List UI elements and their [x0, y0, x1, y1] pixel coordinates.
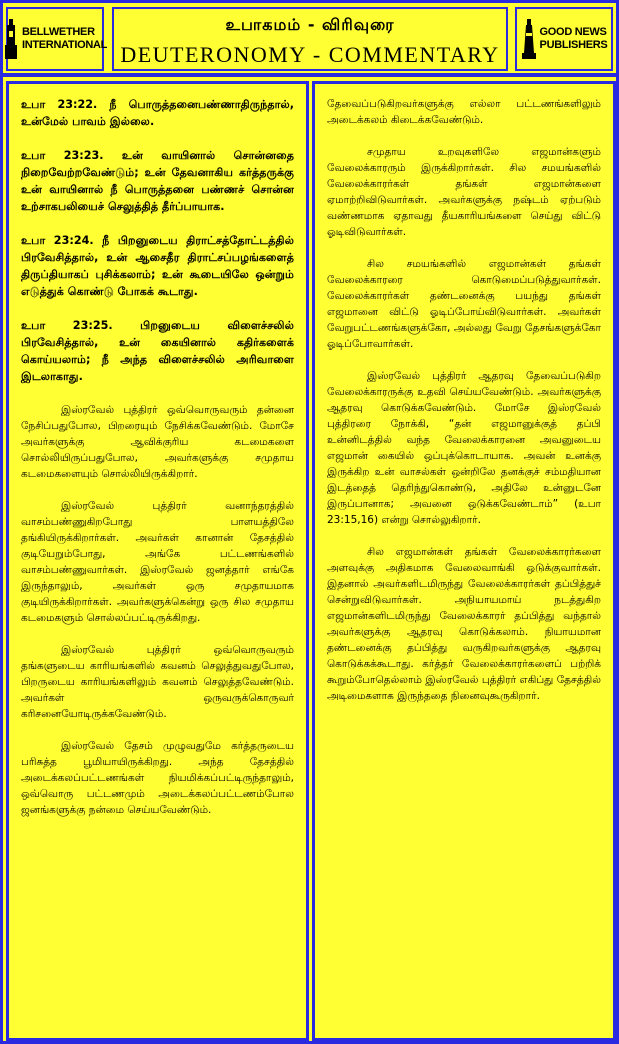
logo-right-line-1: GOOD NEWS [539, 26, 607, 38]
verse-23-25: உபா 23:25. பிறனுடைய விளைச்சலில் பிரவேசித்தால், உன் கையினால் கதிர்களைக் கொய்யலாம்; நீ அந்த விளைச்சலில் அரிவாளை இடலாகாது. [21, 319, 294, 383]
commentary-paragraph: இஸ்ரவேல் புத்திரர் ஒவ்வொருவரும் தங்களுடைய காரியங்களில் கவனம் செலுத்துவதுபோல, பிறருடைய காரியங்களிலும் கவனம் செலுத்தவேண்டும். அவர்கள் ஒருவருக்கொருவர் கரிசனையோடிருக்கவேண்டும். [21, 644, 294, 720]
right-column [312, 81, 616, 1041]
title-english: DEUTERONOMY - COMMENTARY [120, 42, 500, 67]
logo-right-line-2: PUBLISHERS [539, 39, 608, 51]
bellwether-logo [6, 7, 108, 71]
commentary-paragraph: சில சமயங்களில் எஜமான்கள் தங்கள் வேலைக்காரரை கொடுமைப்படுத்துவார்கள். வேலைக்காரர்கள் தண்டனைக்கு பயந்து தங்கள் எஜமானை விட்டு ஓடிப்போய்விடுவார்கள். அவர்கள் வேறுபட்டணங்களுக்கோ, அல்லது வேறு தேசங்களுக்கோ ஓடிப்போவார்கள். [327, 258, 601, 350]
header [3, 3, 616, 77]
good-news-logo [515, 7, 613, 71]
commentary-paragraph: இஸ்ரவேல் புத்திரர் ஒவ்வொருவரும் தன்னை நேசிப்பதுபோல, பிறரையும் நேசிக்கவேண்டும். மோசே அவர்களுக்கு ஆவிக்குரிய கடமைகளை சொல்லியிருப்பதுபோல, அவர்களுக்கு சமுதாய கடமைகளையும் சொல்லியிருக்கிறார். [21, 404, 294, 480]
logo-left-text [22, 26, 107, 52]
commentary-paragraph: இஸ்ரவேல் புத்திரர் வனாந்தரத்தில் வாசம்பண்ணுகிறபோது பாளயத்திலே தங்கியிருக்கிறார்கள். அவர்கள் கானான் தேசத்தில் குடியேறும்போது, அங்கே பட்டணங்களில் வாசம்பண்ணுவார்கள். இஸ்ரவேல் ஜனத்தார் எங்கே இருந்தாலும், அவர்கள் ஒரு சமுதாயமாக குடியிருக்கிறார்கள். அவர்களுக்கென்று ஒரு சில சமுதாய கடமைகளும் சொல்லப்பட்டிருக்கிறது. [21, 500, 294, 624]
lighthouse-icon [521, 19, 537, 59]
verse-23-22: உபா 23:22. நீ பொருத்தனைபண்ணாதிருந்தால், உன்மேல் பாவம் இல்லை. [21, 98, 294, 128]
commentary-paragraph: சமுதாய உறவுகளிலே எஜமான்களும் வேலைக்காரரும் இருக்கிறார்கள். சில சமயங்களில் வேலைக்காரர்கள் தங்கள் எஜமான்களை ஏமாற்றிவிடுவார்கள். அவர்களுக்கு நஷ்டம் ஏற்படும் வண்ணமாக ஏதாவது தீயகாரியங்களை செய்து விட்டு ஓடிவிடுவார்கள். [327, 146, 601, 238]
commentary-paragraph: தேவைப்படுகிறவர்களுக்கு எல்லா பட்டணங்களிலும் அடைக்கலம் கிடைக்கவேண்டும். [327, 98, 601, 126]
verse-23-24: உபா 23:24. நீ பிறனுடைய திராட்சத்தோட்டத்தில் பிரவேசித்தால், உன் ஆசைதீர திராட்சப்பழங்களைத் திருப்தியாகப் புசிக்கலாம்; உன் கூடையிலே ஒன்றும் எடுத்துக் கொண்டு போகக் கூடாது. [21, 234, 294, 298]
bell-tower-icon [3, 19, 19, 59]
title-box [112, 7, 508, 71]
logo-left-line-2: INTERNATIONAL [21, 39, 108, 51]
logo-left-line-1: BELLWETHER [21, 26, 95, 38]
commentary-paragraph: இஸ்ரவேல் தேசம் முழுவதுமே கர்த்தருடைய பரிசுத்த பூமியாயிருக்கிறது. அந்த தேசத்தில் அடைக்கலப்பட்டணங்கள் நியமிக்கப்பட்டிருந்தாலும், ஒவ்வொரு பட்டணமும் அடைக்கலப்பட்டணம்போல ஜனங்களுக்கு நன்மை செய்யவேண்டும். [21, 740, 294, 816]
commentary-paragraph: இஸ்ரவேல் புத்திரர் ஆதரவு தேவைப்படுகிற வேலைக்காரருக்கு உதவி செய்யவேண்டும். அவர்களுக்கு ஆதரவு கொடுக்கவேண்டும். மோசே இஸ்ரவேல் புத்திரரை நோக்கி, “தன் எஜமானுக்குத் தப்பி உன்னிடத்தில் வந்த வேலைக்காரனை அவனுடைய எஜமான் கையில் ஒப்புக்கொடாயாக. அவன் உனக்கு இருக்கிற உன் வாசல்கள் ஒன்றிலே தனக்குச் சம்மதியான இடத்தைத் தெரிந்துகொண்டு, அதிலே உன்னுடனே இருப்பானாக; அவனை ஒடுக்கவேண்டாம்” (உபா 23:15,16) என்று சொல்லுகிறார். [327, 370, 601, 526]
title-tamil: உபாகமம் - விரிவுரை [225, 15, 395, 34]
left-column [6, 81, 309, 1041]
verse-23-23: உபா 23:23. உன் வாயினால் சொன்னதை நிறைவேற்றவேண்டும்; உன் தேவனாகிய கர்த்தருக்கு உன் வாயினால் நீ பொருத்தனை பண்ணச் சொன்ன உற்சாகபலியைச் செலுத்தித் தீர்ப்பாயாக. [21, 149, 294, 213]
commentary-paragraph: சில எஜமான்கள் தங்கள் வேலைக்காரர்களை அளவுக்கு அதிகமாக வேலைவாங்கி ஒடுக்குவார்கள். இதனால் அவர்களிடமிருந்து வேலைக்காரர்கள் தப்பித்துச் சென்றுவிடுவார்கள். அநியாயமாய் நடத்துகிற எஜமான்களிடமிருந்து வேலைக்காரர் தப்பித்து வந்தால் அவர்களுக்கு ஆதரவு கொடுக்கலாம். நியாயமான தண்டனைக்கு தப்பித்து வருகிறவர்களுக்கு ஆதரவு கொடுக்கக்கூடாது. கர்த்தர் வேலைக்காரர்களைப் பற்றிக் கூறும்போதெல்லாம் இஸ்ரவேல் புத்திரர் எகிப்து தேசத்தில் அடிமைகளாக இருந்ததை நினைவுகூருகிறார். [327, 546, 601, 702]
logo-right-text [540, 26, 608, 52]
